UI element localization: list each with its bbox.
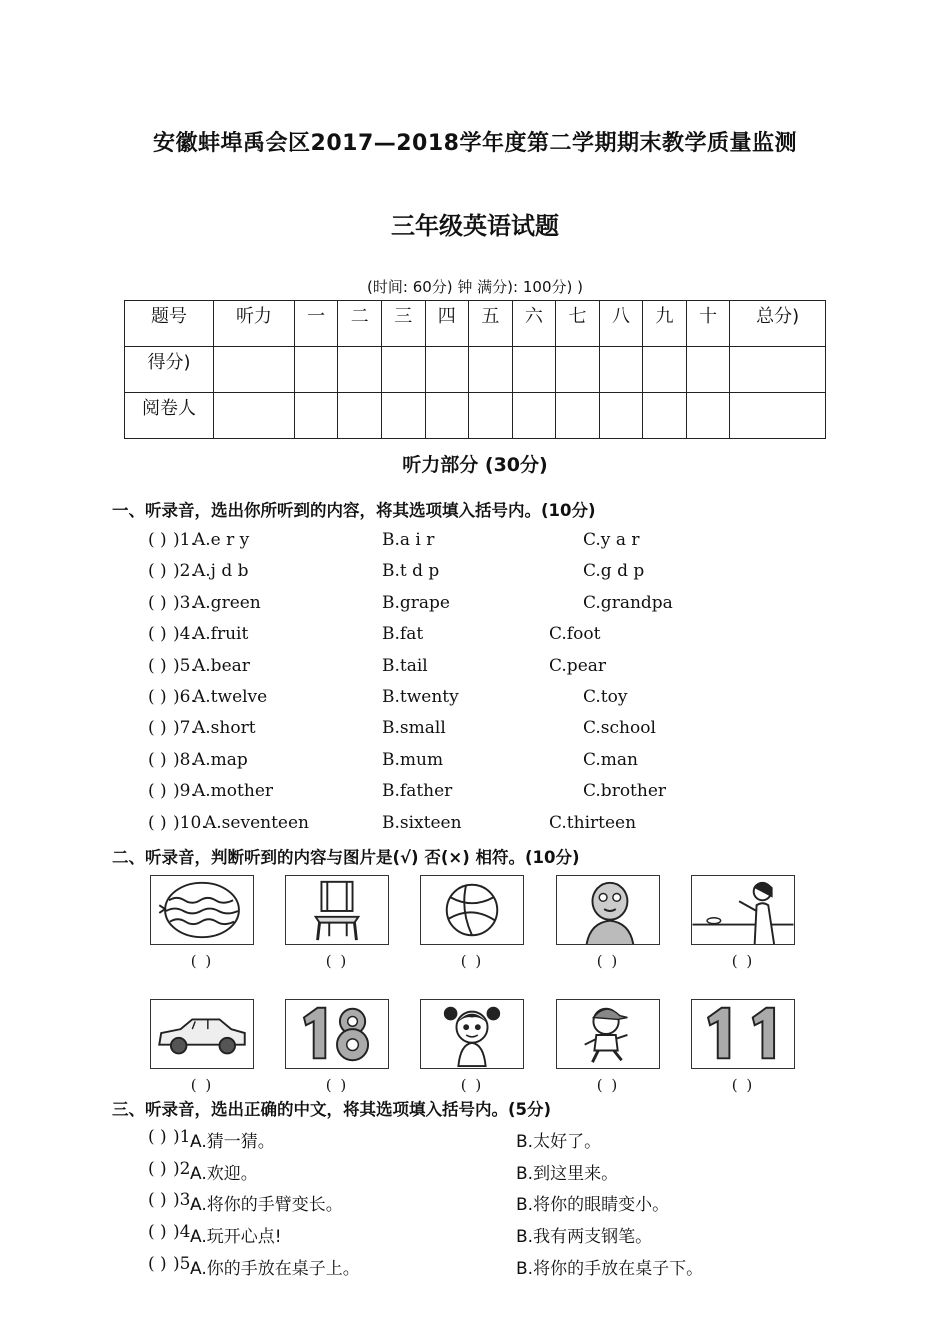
question-number: )10. — [173, 813, 207, 833]
answer-bracket[interactable]: ( ) — [148, 624, 167, 644]
option-b: B.fat — [382, 624, 424, 644]
grader-cell[interactable] — [686, 393, 730, 439]
number-18-picture — [285, 999, 389, 1069]
option-b: B.将你的眼睛变小。 — [516, 1195, 670, 1215]
answer-bracket[interactable]: ( ) — [148, 1127, 167, 1147]
option-b: B.太好了。 — [516, 1132, 602, 1152]
answer-bracket[interactable]: ( ) — [148, 1159, 167, 1179]
option-c: C.g d p — [583, 561, 645, 581]
teacher-picture — [691, 875, 795, 945]
grader-cell[interactable] — [512, 393, 556, 439]
score-header-cell: 四 — [425, 301, 469, 347]
grandpa-icon — [557, 876, 659, 944]
answer-bracket[interactable]: ( ) — [148, 1254, 167, 1274]
score-cell[interactable] — [643, 347, 687, 393]
option-c: C.y a r — [583, 530, 640, 550]
judge-bracket[interactable]: ( ) — [325, 952, 349, 970]
question-number: )8. — [173, 750, 196, 770]
score-header-cell: 八 — [599, 301, 643, 347]
grader-cell[interactable] — [730, 393, 826, 439]
judge-bracket[interactable]: ( ) — [460, 952, 484, 970]
car-picture — [150, 999, 254, 1069]
ball-picture — [420, 875, 524, 945]
option-a: A.seventeen — [204, 813, 309, 833]
score-header-cell: 总分) — [730, 301, 826, 347]
score-cell[interactable] — [338, 347, 382, 393]
grader-cell[interactable] — [294, 393, 338, 439]
judge-bracket[interactable]: ( ) — [731, 952, 755, 970]
question-number: )3. — [173, 1190, 196, 1210]
s1-question-8 — [0, 750, 950, 778]
answer-bracket[interactable]: ( ) — [148, 1222, 167, 1242]
judge-bracket[interactable]: ( ) — [325, 1076, 349, 1094]
score-cell[interactable] — [381, 347, 425, 393]
option-b: B.mum — [382, 750, 444, 770]
exam-subtitle: 三年级英语试题 — [391, 212, 559, 240]
s1-question-5 — [0, 656, 950, 684]
score-table — [124, 300, 826, 439]
option-a: A.short — [193, 718, 256, 738]
score-header-cell: 二 — [338, 301, 382, 347]
question-number: )1. — [173, 1127, 196, 1147]
s1-question-1 — [0, 530, 950, 558]
exam-title: 安徽蚌埠禹会区2017—2018学年度第二学期期末教学质量监测 — [153, 131, 797, 156]
answer-bracket[interactable]: ( ) — [148, 656, 167, 676]
s1-question-3 — [0, 593, 950, 621]
s1-question-4 — [0, 624, 950, 652]
s3-question-5 — [0, 1254, 950, 1282]
option-c: C.brother — [583, 781, 667, 801]
option-a: A.j d b — [193, 561, 249, 581]
number-18-icon — [286, 1000, 388, 1068]
s1-question-2 — [0, 561, 950, 589]
girl-picture — [420, 999, 524, 1069]
judge-bracket[interactable]: ( ) — [596, 1076, 620, 1094]
judge-bracket[interactable]: ( ) — [596, 952, 620, 970]
score-cell[interactable] — [294, 347, 338, 393]
grader-cell[interactable] — [599, 393, 643, 439]
score-header-cell: 题号 — [125, 301, 214, 347]
s3-question-1 — [0, 1127, 950, 1155]
option-a: A.e r y — [193, 530, 250, 550]
section2-heading: 二、听录音，判断听到的内容与图片是(√) 否(×) 相符。(10分) — [112, 848, 580, 867]
option-a: A.猜一猜。 — [190, 1132, 275, 1152]
option-a: A.twelve — [193, 687, 268, 707]
answer-bracket[interactable]: ( ) — [148, 813, 167, 833]
watermelon-picture — [150, 875, 254, 945]
grader-cell[interactable] — [469, 393, 513, 439]
s3-question-3 — [0, 1190, 950, 1218]
option-b: B.t d p — [382, 561, 440, 581]
score-cell[interactable] — [214, 347, 295, 393]
score-cell[interactable] — [599, 347, 643, 393]
answer-bracket[interactable]: ( ) — [148, 1190, 167, 1210]
option-a: A.fruit — [193, 624, 249, 644]
question-number: )5. — [173, 1254, 196, 1274]
option-a: A.green — [193, 593, 261, 613]
grader-cell[interactable] — [643, 393, 687, 439]
option-c: C.toy — [583, 687, 628, 707]
score-table-header-row — [125, 301, 826, 347]
judge-bracket[interactable]: ( ) — [190, 1076, 214, 1094]
s3-question-4 — [0, 1222, 950, 1250]
question-number: )2. — [173, 561, 196, 581]
score-header-cell: 一 — [294, 301, 338, 347]
option-a: A.mother — [193, 781, 274, 801]
score-cell[interactable] — [730, 347, 826, 393]
chair-picture — [285, 875, 389, 945]
boy-icon — [557, 1000, 659, 1068]
option-b: B.tail — [382, 656, 428, 676]
s1-question-9 — [0, 781, 950, 809]
s1-question-7 — [0, 718, 950, 746]
answer-bracket[interactable]: ( ) — [148, 718, 167, 738]
option-b: B.sixteen — [382, 813, 462, 833]
option-a: A.玩开心点! — [190, 1227, 282, 1247]
question-number: )7. — [173, 718, 196, 738]
score-header-cell: 三 — [381, 301, 425, 347]
score-header-cell: 十 — [686, 301, 730, 347]
question-number: )5. — [173, 656, 196, 676]
score-header-cell: 听力 — [214, 301, 295, 347]
score-cell[interactable] — [556, 347, 600, 393]
option-c: C.pear — [549, 656, 607, 676]
score-cell[interactable] — [469, 347, 513, 393]
time-info: (时间: 60分) 钟 满分): 100分) ) — [367, 278, 583, 296]
judge-bracket[interactable]: ( ) — [460, 1076, 484, 1094]
question-number: )2. — [173, 1159, 196, 1179]
option-b: B.到这里来。 — [516, 1164, 619, 1184]
car-icon — [151, 1000, 253, 1068]
question-number: )1. — [173, 530, 196, 550]
option-a: A.欢迎。 — [190, 1164, 258, 1184]
number-11-icon — [692, 1000, 794, 1068]
score-cell[interactable] — [686, 347, 730, 393]
option-c: C.foot — [549, 624, 601, 644]
option-a: A.bear — [193, 656, 250, 676]
score-header-cell: 七 — [556, 301, 600, 347]
grader-cell[interactable] — [381, 393, 425, 439]
grader-cell[interactable] — [214, 393, 295, 439]
score-row-label: 得分) — [125, 347, 214, 393]
grader-cell[interactable] — [425, 393, 469, 439]
watermelon-icon — [151, 876, 253, 944]
option-b: B.small — [382, 718, 446, 738]
option-b: B.father — [382, 781, 453, 801]
s3-question-2 — [0, 1159, 950, 1187]
option-c: C.man — [583, 750, 639, 770]
question-number: )4. — [173, 1222, 196, 1242]
answer-bracket[interactable]: ( ) — [148, 530, 167, 550]
section3-heading: 三、听录音，选出正确的中文，将其选项填入括号内。(5分) — [112, 1100, 552, 1119]
number-11-picture — [691, 999, 795, 1069]
grader-row-label: 阅卷人 — [125, 393, 214, 439]
question-number: )6. — [173, 687, 196, 707]
answer-bracket[interactable]: ( ) — [148, 687, 167, 707]
option-b: B.将你的手放在桌子下。 — [516, 1259, 704, 1279]
option-a: A.你的手放在桌子上。 — [190, 1259, 360, 1279]
judge-bracket[interactable]: ( ) — [190, 952, 214, 970]
score-header-cell: 五 — [469, 301, 513, 347]
chair-icon — [286, 876, 388, 944]
answer-bracket[interactable]: ( ) — [148, 593, 167, 613]
option-b: B.我有两支钢笔。 — [516, 1227, 653, 1247]
girl-icon — [421, 1000, 523, 1068]
option-c: C.school — [583, 718, 656, 738]
section1-heading: 一、听录音，选出你所听到的内容，将其选项填入括号内。(10分) — [112, 501, 596, 520]
answer-bracket[interactable]: ( ) — [148, 561, 167, 581]
boy-picture — [556, 999, 660, 1069]
option-c: C.thirteen — [549, 813, 637, 833]
score-header-cell: 六 — [512, 301, 556, 347]
grader-cell[interactable] — [556, 393, 600, 439]
option-a: A.map — [193, 750, 248, 770]
answer-bracket[interactable]: ( ) — [148, 781, 167, 801]
judge-bracket[interactable]: ( ) — [731, 1076, 755, 1094]
grandpa-picture — [556, 875, 660, 945]
score-row — [125, 347, 826, 393]
answer-bracket[interactable]: ( ) — [148, 750, 167, 770]
ball-icon — [421, 876, 523, 944]
option-b: B.twenty — [382, 687, 459, 707]
s1-question-6 — [0, 687, 950, 715]
question-number: )4. — [173, 624, 196, 644]
question-number: )3. — [173, 593, 196, 613]
teacher-icon — [692, 876, 794, 944]
score-header-cell: 九 — [643, 301, 687, 347]
grader-cell[interactable] — [338, 393, 382, 439]
question-number: )9. — [173, 781, 196, 801]
score-cell[interactable] — [425, 347, 469, 393]
score-cell[interactable] — [512, 347, 556, 393]
option-a: A.将你的手臂变长。 — [190, 1195, 343, 1215]
option-c: C.grandpa — [583, 593, 673, 613]
option-b: B.a i r — [382, 530, 435, 550]
s1-question-10 — [0, 813, 950, 841]
listening-part-heading: 听力部分 (30分) — [402, 454, 548, 476]
grader-row — [125, 393, 826, 439]
option-b: B.grape — [382, 593, 450, 613]
